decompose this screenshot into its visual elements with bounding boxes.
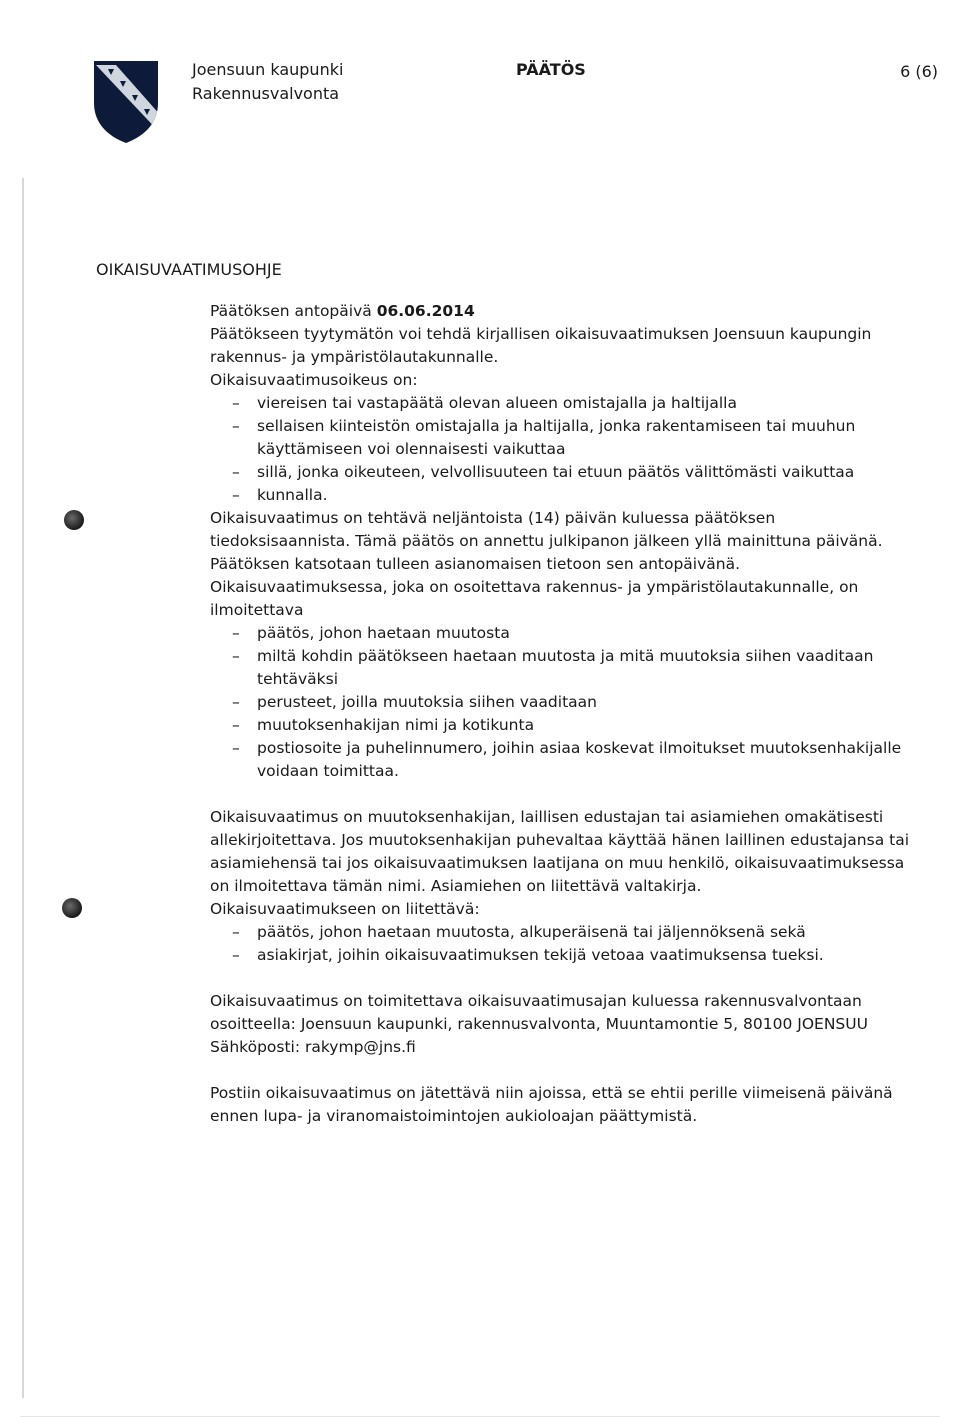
list-item: – muutoksenhakijan nimi ja kotikunta: [210, 714, 910, 737]
right-intro: Oikaisuvaatimusoikeus on:: [210, 371, 418, 389]
decision-date: 06.06.2014: [376, 302, 475, 320]
paragraph-signature: Oikaisuvaatimus on muutoksenhakijan, laillisen edustajan tai asiamiehen omakätisesti allekirjoitettava. Jos muutoksenhakijan puhevaltaa käyttää hänen laillinen edustajansa tai asiamiehensä tai jos oikaisuvaatimuksen laatijana on muu henkilö, oikaisuvaatimuksessa on ilmoitettava tämän nimi. Asiamiehen on liitettävä valtakirja.: [210, 808, 910, 895]
section-heading: OIKAISUVAATIMUSOHJE: [96, 260, 282, 279]
right-holders-list: [210, 392, 910, 507]
paragraph-submission-address: Oikaisuvaatimus on toimitettava oikaisuvaatimusajan kuluessa rakennusvalvontaan osoitteella: Joensuun kaupunki, rakennusvalvonta, Muuntamontie 5, 80100 JOENSUU: [210, 992, 868, 1033]
paragraph-appeal-right: Päätökseen tyytymätön voi tehdä kirjallisen oikaisuvaatimuksen Joensuun kaupungin rakennus- ja ympäristölautakunnalle.: [210, 325, 872, 366]
page-number: 6 (6): [900, 62, 938, 81]
email-address: rakymp@jns.fi: [305, 1038, 416, 1056]
scan-bottom-line: [20, 1416, 940, 1417]
department-name: Rakennusvalvonta: [192, 84, 340, 103]
paragraph-postal-deadline: Postiin oikaisuvaatimus on jätettävä niin ajoissa, että se ehtii perille viimeisenä päivänä ennen lupa- ja viranomaistoimintojen aukioloajan päättymistä.: [210, 1084, 893, 1125]
list-item: – päätös, johon haetaan muutosta: [210, 622, 910, 645]
organization-block: [192, 58, 343, 106]
document-body: [210, 300, 910, 1128]
organization-name: Joensuun kaupunki: [192, 60, 344, 79]
attachments-list: [210, 921, 910, 967]
punch-hole-bottom: [62, 898, 82, 918]
paragraph-deadline: Oikaisuvaatimus on tehtävä neljäntoista (14) päivän kuluessa päätöksen tiedoksisaannista. Tämä päätös on annettu julkipanon jälkeen yllä mainittuna päivänä. Päätöksen katsotaan tulleen asianomaisen tietoon sen antopäivänä. Oikaisuvaatimuksessa, joka on osoitettava rakennus- ja ympäristölautakunnalle, on ilmoitettava: [210, 509, 883, 619]
decision-date-label: Päätöksen antopäivä: [210, 302, 372, 320]
decision-date-line: [210, 300, 910, 323]
list-item: – sellaisen kiinteistön omistajalla ja haltijalla, jonka rakentamiseen tai muuhun käyttämiseen voi olennaisesti vaikuttaa: [210, 415, 910, 461]
punch-hole-top: [64, 510, 84, 530]
list-item: – perusteet, joilla muutoksia siihen vaaditaan: [210, 691, 910, 714]
claim-contents-list: [210, 622, 910, 783]
attachments-intro: Oikaisuvaatimukseen on liitettävä:: [210, 900, 480, 918]
scan-edge-line: [22, 178, 24, 1398]
email-label: Sähköposti:: [210, 1038, 301, 1056]
document-type: PÄÄTÖS: [516, 60, 586, 79]
email-line: [210, 1036, 910, 1059]
city-crest-icon: [86, 55, 166, 145]
list-item: – miltä kohdin päätökseen haetaan muutosta ja mitä muutoksia siihen vaaditaan tehtäväksi: [210, 645, 910, 691]
list-item: – viereisen tai vastapäätä olevan alueen omistajalla ja haltijalla: [210, 392, 910, 415]
list-item: – päätös, johon haetaan muutosta, alkuperäisenä tai jäljennöksenä sekä: [210, 921, 910, 944]
list-item: – sillä, jonka oikeuteen, velvollisuuteen tai etuun päätös välittömästi vaikuttaa: [210, 461, 910, 484]
list-item: – kunnalla.: [210, 484, 910, 507]
list-item: – asiakirjat, joihin oikaisuvaatimuksen tekijä vetoaa vaatimuksensa tueksi.: [210, 944, 910, 967]
list-item: – postiosoite ja puhelinnumero, joihin asiaa koskevat ilmoitukset muutoksenhakijalle voidaan toimittaa.: [210, 737, 910, 783]
